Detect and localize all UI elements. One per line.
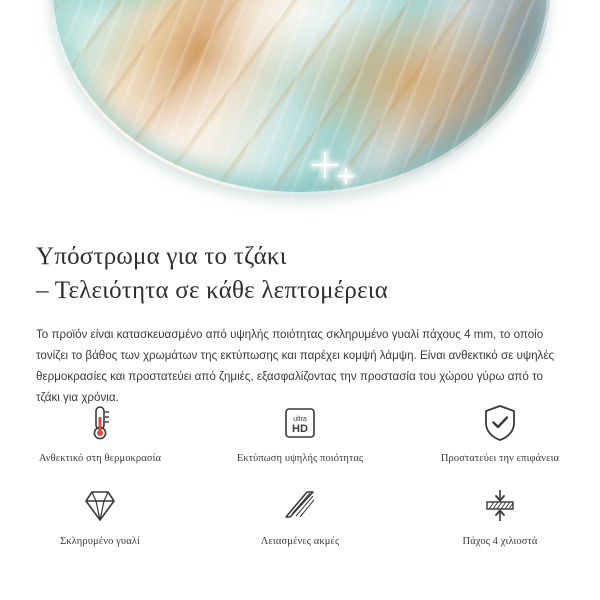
feature-item-print-quality: [200, 400, 400, 465]
feature-grid: [0, 400, 600, 548]
feature-item-tempered-glass: [0, 483, 200, 548]
body-paragraph: Το προϊόν είναι κατασκευασμένο από υψηλής ποιότητας σκληρυμένο γυαλί πάχους 4 mm, το οποίο τονίζει το βάθος των χρωμάτων της εκτύπωσης και παρέχει κομψή λάμψη. Είναι ανθεκτικό σε υψηλές θερμοκρασίες και προστατεύει από ζημιές, εξασφαλίζοντας την προστασία του χώρου γύρω από το τζάκι για χρόνια.: [36, 328, 555, 404]
ultra-hd-icon: [279, 400, 321, 446]
marble-glass-plate: [50, 0, 550, 195]
polished-edges-icon: [280, 483, 320, 529]
diamond-icon: [79, 483, 121, 529]
feature-label: Πάχος 4 χιλιοστά: [462, 536, 538, 547]
svg-text:ultra: ultra: [293, 416, 307, 423]
svg-text:HD: HD: [292, 423, 308, 435]
hero-image: [0, 0, 600, 228]
thermometer-icon: [82, 400, 118, 446]
feature-label: Σκληρυμένο γυαλί: [60, 536, 140, 547]
feature-item-temperature: [0, 400, 200, 465]
thickness-arrows-icon: [479, 483, 521, 529]
feature-label: Προστατεύει την επιφάνεια: [440, 453, 560, 464]
shield-check-icon: [480, 400, 520, 446]
feature-item-thickness: [400, 483, 600, 548]
feature-label: Λειασμένες ακμές: [260, 536, 340, 547]
feature-label: Ανθεκτικό στη θερμοκρασία: [38, 453, 162, 464]
page-title: [0, 228, 600, 308]
content-block: [0, 228, 600, 408]
feature-item-polished-edges: [200, 483, 400, 548]
headline-line-1: Υπόστρωμα για το τζάκι: [36, 243, 287, 270]
headline-line-2: – Τελειότητα σε κάθε λεπτομέρεια: [36, 277, 389, 304]
feature-item-surface-protection: [400, 400, 600, 465]
feature-label: Εκτύπωση υψηλής ποιότητας: [236, 453, 364, 464]
